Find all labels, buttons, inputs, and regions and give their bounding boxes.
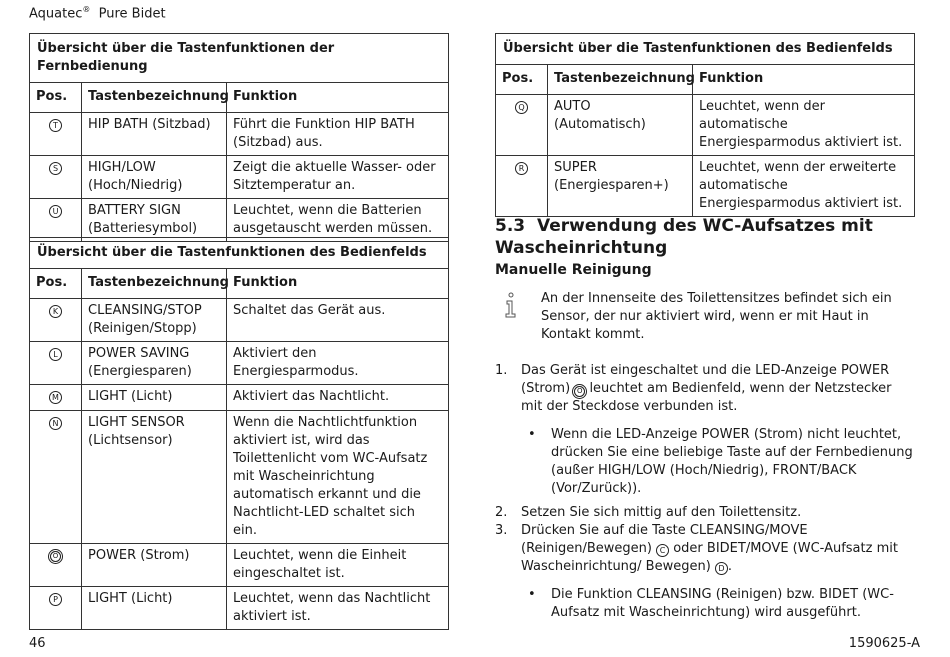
step-text: Drücken Sie auf die Taste CLEANSING/MOVE (Reinigen/Bewegen) bbox=[521, 523, 808, 556]
position-marker: N bbox=[49, 417, 62, 430]
key-name: HIP BATH (Sitzbad) bbox=[82, 113, 227, 156]
section-number: 5.3 bbox=[495, 216, 526, 236]
step-text: Das Gerät ist eingeschaltet und die LED-Anzeige POWER (Strom) bbox=[521, 363, 890, 396]
bullet-text: Die Funktion CLEANSING (Reinigen) bzw. BIDET (WC-Aufsatz mit Wascheinrichtung) wird ausgeführt. bbox=[551, 587, 894, 620]
info-note: An der Innenseite des Toilettensitzes befindet sich ein Sensor, der nur aktiviert wird, wenn er mit Haut in Kontakt kommt. bbox=[541, 291, 892, 342]
key-name: SUPER (Energiesparen+) bbox=[548, 156, 693, 217]
table-row bbox=[30, 587, 449, 630]
table-row bbox=[30, 544, 449, 587]
table-row bbox=[30, 156, 449, 199]
position-marker: C bbox=[656, 544, 669, 557]
key-function: Schaltet das Gerät aus. bbox=[227, 299, 449, 342]
key-name: POWER (Strom) bbox=[82, 544, 227, 587]
key-function: Leuchtet, wenn der erweiterte automatische Energiesparmodus aktiviert ist. bbox=[693, 156, 915, 217]
step-text: . bbox=[727, 559, 733, 574]
table-row bbox=[496, 95, 915, 156]
table-row bbox=[30, 113, 449, 156]
col-header-pos: Pos. bbox=[30, 269, 82, 299]
key-function: Leuchtet, wenn der automatische Energiesparmodus aktiviert ist. bbox=[693, 95, 915, 156]
page-number: 46 bbox=[29, 636, 46, 651]
running-header bbox=[29, 5, 166, 21]
section-heading bbox=[495, 215, 915, 259]
col-header-function: Funktion bbox=[227, 83, 449, 113]
col-header-name: Tastenbezeichnung bbox=[548, 65, 693, 95]
position-marker: M bbox=[49, 391, 62, 404]
step-number: 3. bbox=[495, 523, 508, 538]
key-name: BATTERY SIGN (Batteriesymbol) bbox=[82, 199, 227, 242]
table-row bbox=[30, 411, 449, 544]
position-marker: S bbox=[49, 162, 62, 175]
bullet-icon: • bbox=[528, 587, 536, 602]
key-function: Zeigt die aktuelle Wasser- oder Sitztemperatur an. bbox=[227, 156, 449, 199]
panel-key-table-continued bbox=[495, 33, 915, 217]
position-marker: P bbox=[49, 593, 62, 606]
list-item bbox=[495, 504, 915, 522]
key-name: POWER SAVING (Energiesparen) bbox=[82, 342, 227, 385]
step-number: 1. bbox=[495, 363, 508, 378]
position-marker: D bbox=[715, 562, 728, 575]
list-item bbox=[495, 362, 915, 416]
key-function: Aktiviert das Nachtlicht. bbox=[227, 385, 449, 411]
col-header-function: Funktion bbox=[693, 65, 915, 95]
key-name: LIGHT SENSOR (Lichtsensor) bbox=[82, 411, 227, 544]
brand-name: Aquatec bbox=[29, 6, 83, 22]
key-name: LIGHT (Licht) bbox=[82, 385, 227, 411]
section-title: Verwendung des WC-Aufsatzes mit Wascheinrichtung bbox=[495, 216, 873, 258]
step-text: Setzen Sie sich mittig auf den Toilettensitz. bbox=[521, 505, 802, 520]
position-marker: R bbox=[515, 162, 528, 175]
position-marker: O bbox=[574, 386, 585, 397]
list-item bbox=[495, 426, 915, 498]
position-marker: L bbox=[49, 348, 62, 361]
col-header-function: Funktion bbox=[227, 269, 449, 299]
col-header-pos: Pos. bbox=[496, 65, 548, 95]
table-caption: Übersicht über die Tastenfunktionen des Bedienfelds bbox=[30, 238, 449, 269]
step-text: leuchtet am Bedienfeld, wenn der Netzstecker mit der Steckdose verbunden ist. bbox=[521, 381, 892, 414]
info-icon bbox=[503, 292, 517, 318]
list-item bbox=[495, 586, 915, 622]
table-row bbox=[30, 385, 449, 411]
col-header-name: Tastenbezeichnung bbox=[82, 269, 227, 299]
table-row bbox=[496, 156, 915, 217]
key-function: Führt die Funktion HIP BATH (Sitzbad) aus. bbox=[227, 113, 449, 156]
col-header-pos: Pos. bbox=[30, 83, 82, 113]
table-caption: Übersicht über die Tastenfunktionen des Bedienfelds bbox=[496, 34, 915, 65]
table-row bbox=[30, 299, 449, 342]
table-row bbox=[30, 199, 449, 242]
document-number: 1590625-A bbox=[848, 636, 920, 651]
position-marker: Q bbox=[515, 101, 528, 114]
step-number: 2. bbox=[495, 505, 508, 520]
step-text: oder BIDET/MOVE (WC-Aufsatz mit Wascheinrichtung/ Bewegen) bbox=[521, 541, 898, 574]
table-caption: Übersicht über die Tastenfunktionen der Fernbedienung bbox=[30, 34, 449, 83]
position-marker: O bbox=[50, 551, 61, 562]
key-function: Leuchtet, wenn die Einheit eingeschaltet ist. bbox=[227, 544, 449, 587]
position-marker: T bbox=[49, 119, 62, 132]
key-function: Aktiviert den Energiesparmodus. bbox=[227, 342, 449, 385]
key-name: LIGHT (Licht) bbox=[82, 587, 227, 630]
col-header-name: Tastenbezeichnung bbox=[82, 83, 227, 113]
registered-mark: ® bbox=[82, 5, 91, 14]
position-marker: U bbox=[49, 205, 62, 218]
position-marker: K bbox=[49, 305, 62, 318]
bullet-text: Wenn die LED-Anzeige POWER (Strom) nicht leuchtet, drücken Sie eine beliebige Taste auf der Fernbedienung (außer HIGH/LOW (Hoch/Niedrig), FRONT/BACK (Vor/Zurück)). bbox=[551, 427, 913, 496]
key-function: Leuchtet, wenn die Batterien ausgetauscht werden müssen. bbox=[227, 199, 449, 242]
list-item bbox=[495, 522, 915, 576]
key-function: Leuchtet, wenn das Nachtlicht aktiviert ist. bbox=[227, 587, 449, 630]
subsection-heading: Manuelle Reinigung bbox=[495, 262, 652, 278]
instruction-list bbox=[495, 362, 915, 628]
remote-key-table bbox=[29, 33, 449, 242]
product-name: Pure Bidet bbox=[98, 6, 166, 22]
key-name: AUTO (Automatisch) bbox=[548, 95, 693, 156]
bullet-icon: • bbox=[528, 427, 536, 442]
key-name: HIGH/LOW (Hoch/Niedrig) bbox=[82, 156, 227, 199]
panel-key-table bbox=[29, 237, 449, 630]
key-function: Wenn die Nachtlichtfunktion aktiviert ist, wird das Toilettenlicht vom WC-Aufsatz mit Wascheinrichtung automatisch erkannt und die Nachtlicht-LED schaltet sich ein. bbox=[227, 411, 449, 544]
table-row bbox=[30, 342, 449, 385]
key-name: CLEANSING/STOP (Reinigen/Stopp) bbox=[82, 299, 227, 342]
